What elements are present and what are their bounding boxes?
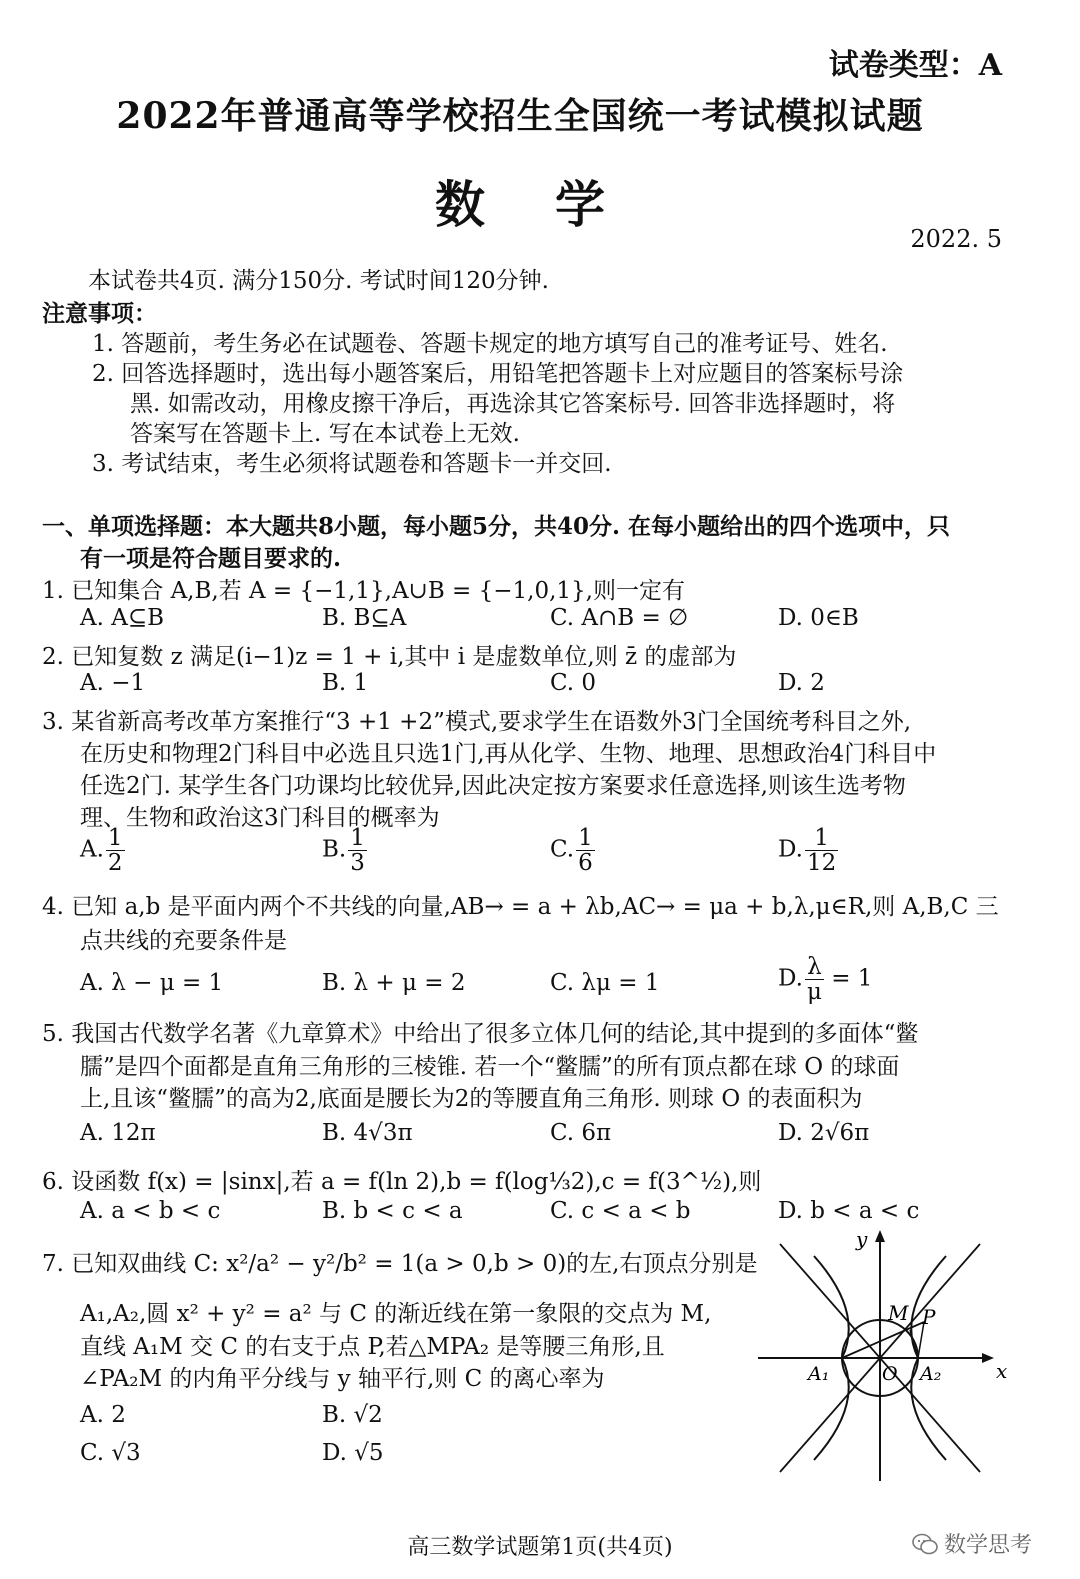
watermark-text: 数学思考 [943,1533,1032,1558]
q7-option-a: A. 2 [80,1402,126,1428]
q6-option-a: A. a < b < c [80,1198,221,1224]
exam-info: 本试卷共4页. 满分150分. 考试时间120分钟. [88,268,549,294]
q4-option-a: A. λ − μ = 1 [80,970,224,996]
question-4-stem: 4. 已知 a,b 是平面内两个不共线的向量,AB→ = a + λb,AC→ = μa + b,λ,μ∈R,则 A,B,C 三 [42,894,999,920]
line-m-a2 [910,1330,918,1358]
question-3-stem: 理、生物和政治这3门科目的概率为 [80,805,440,831]
q4-option-c: C. λμ = 1 [550,970,660,996]
question-1-stem: 1. 已知集合 A,B,若 A = {−1,1},A∪B = {−1,0,1},则一定有 [42,578,685,604]
q4-option-b: B. λ + μ = 2 [322,970,466,996]
question-2-stem: 2. 已知复数 z 满足(i−1)z = 1 + i,其中 i 是虚数单位,则 z̄ 的虚部为 [42,644,737,670]
q7-option-c: C. √3 [80,1440,141,1466]
section-heading: 一、单项选择题：本大题共8小题，每小题5分，共40分. 在每小题给出的四个选项中，只 [42,513,951,540]
label-a2: A₂ [920,1363,942,1385]
q5-option-b: B. 4√3π [322,1120,413,1146]
wechat-icon [912,1533,938,1555]
q5-option-a: A. 12π [80,1120,156,1146]
label-p: P [922,1305,936,1329]
q5-option-c: C. 6π [550,1120,612,1146]
section-heading-cont: 有一项是符合题目要求的. [80,545,342,572]
notice-item: 答案写在答题卡上. 写在本试卷上无效. [130,421,520,447]
question-4-stem: 点共线的充要条件是 [80,928,287,954]
q3-option-c: C. $\frac{1}{6}$ [550,825,593,877]
q2-option-d: D. 2 [778,670,825,696]
question-6-stem: 6. 设函数 f(x) = |sinx|,若 a = f(ln 2),b = f(log⅓2),c = f(3^½),则 [42,1169,762,1195]
label-x: x [996,1359,1008,1383]
question-7-stem: ∠PA₂M 的内角平分线与 y 轴平行,则 C 的离心率为 [80,1366,605,1392]
label-a1: A₁ [808,1363,830,1385]
q6-option-d: D. b < a < c [778,1198,920,1224]
question-5-stem: 臑”是四个面都是直角三角形的三棱锥. 若一个“鳖臑”的所有顶点都在球 O 的球面 [80,1054,900,1080]
label-o: O [882,1363,898,1385]
q5-option-d: D. 2√6π [778,1120,870,1146]
exam-title: 2022年普通高等学校招生全国统一考试模拟试题 [116,95,924,137]
question-5-stem: 上,且该“鳖臑”的高为2,底面是腰长为2的等腰直角三角形. 则球 O 的表面积为 [80,1086,863,1112]
q6-option-c: C. c < a < b [550,1198,691,1224]
question-3-stem: 3. 某省新高考改革方案推行“3 +1 +2”模式,要求学生在语数外3门全国统考科目之外, [42,709,912,735]
q3-option-a: A. $\frac{1}{2}$ [80,825,123,877]
q7-option-d: D. √5 [322,1440,384,1466]
q2-option-c: C. 0 [550,670,597,696]
question-7-stem: A₁,A₂,圆 x² + y² = a² 与 C 的渐近线在第一象限的交点为 M, [80,1301,712,1327]
subject-title: 数学 [435,175,675,234]
q3-option-d: D. $\frac{1}{12}$ [778,825,837,877]
notice-item: 2. 回答选择题时，选出每小题答案后，用铅笔把答题卡上对应题目的答案标号涂 [92,361,904,387]
q1-option-b: B. B⊆A [322,605,407,631]
q6-option-b: B. b < c < a [322,1198,463,1224]
question-7-stem: 7. 已知双曲线 C: x²/a² − y²/b² = 1(a > 0,b > 0)的左,右顶点分别是 [42,1251,758,1277]
x-axis-arrow-icon [982,1353,994,1363]
question-3-stem: 任选2门. 某学生各门功课均比较优异,因此决定按方案要求任意选择,则该生选考物 [80,773,906,799]
notice-item: 1. 答题前，考生务必在试题卷、答题卡规定的地方填写自己的准考证号、姓名. [92,331,888,357]
label-y: y [856,1227,868,1251]
q1-option-d: D. 0∈B [778,605,859,631]
notice-item: 黑. 如需改动，用橡皮擦干净后，再选涂其它答案标号. 回答非选择题时，将 [130,391,896,417]
q1-option-a: A. A⊆B [80,605,165,631]
page-footer: 高三数学试题第1页(共4页) [407,1535,673,1560]
exam-date: 2022. 5 [910,225,1002,253]
q1-option-c: C. A∩B = ∅ [550,605,689,631]
q3-option-b: B. $\frac{1}{3}$ [322,825,365,877]
y-axis-arrow-icon [875,1230,885,1242]
watermark [912,1528,1032,1559]
q7-option-b: B. √2 [322,1402,383,1428]
question-5-stem: 5. 我国古代数学名著《九章算术》中给出了很多立体几何的结论,其中提到的多面体“鳖 [42,1021,919,1047]
question-7-stem: 直线 A₁M 交 C 的右支于点 P,若△MPA₂ 是等腰三角形,且 [80,1334,665,1360]
question-3-stem: 在历史和物理2门科目中必选且只选1门,再从化学、生物、地理、思想政治4门科目中 [80,741,937,767]
paper-type: 试卷类型：A [828,48,1002,83]
q4-option-d: D. $\frac{\lambda}{\mu}$ = 1 [778,954,873,1006]
label-m: M [888,1301,909,1325]
notice-heading: 注意事项： [42,300,157,327]
q2-option-a: A. −1 [80,670,146,696]
notice-item: 3. 考试结束，考生必须将试题卷和答题卡一并交回. [92,451,612,477]
q2-option-b: B. 1 [322,670,369,696]
hyperbola-figure [758,1226,1028,1486]
